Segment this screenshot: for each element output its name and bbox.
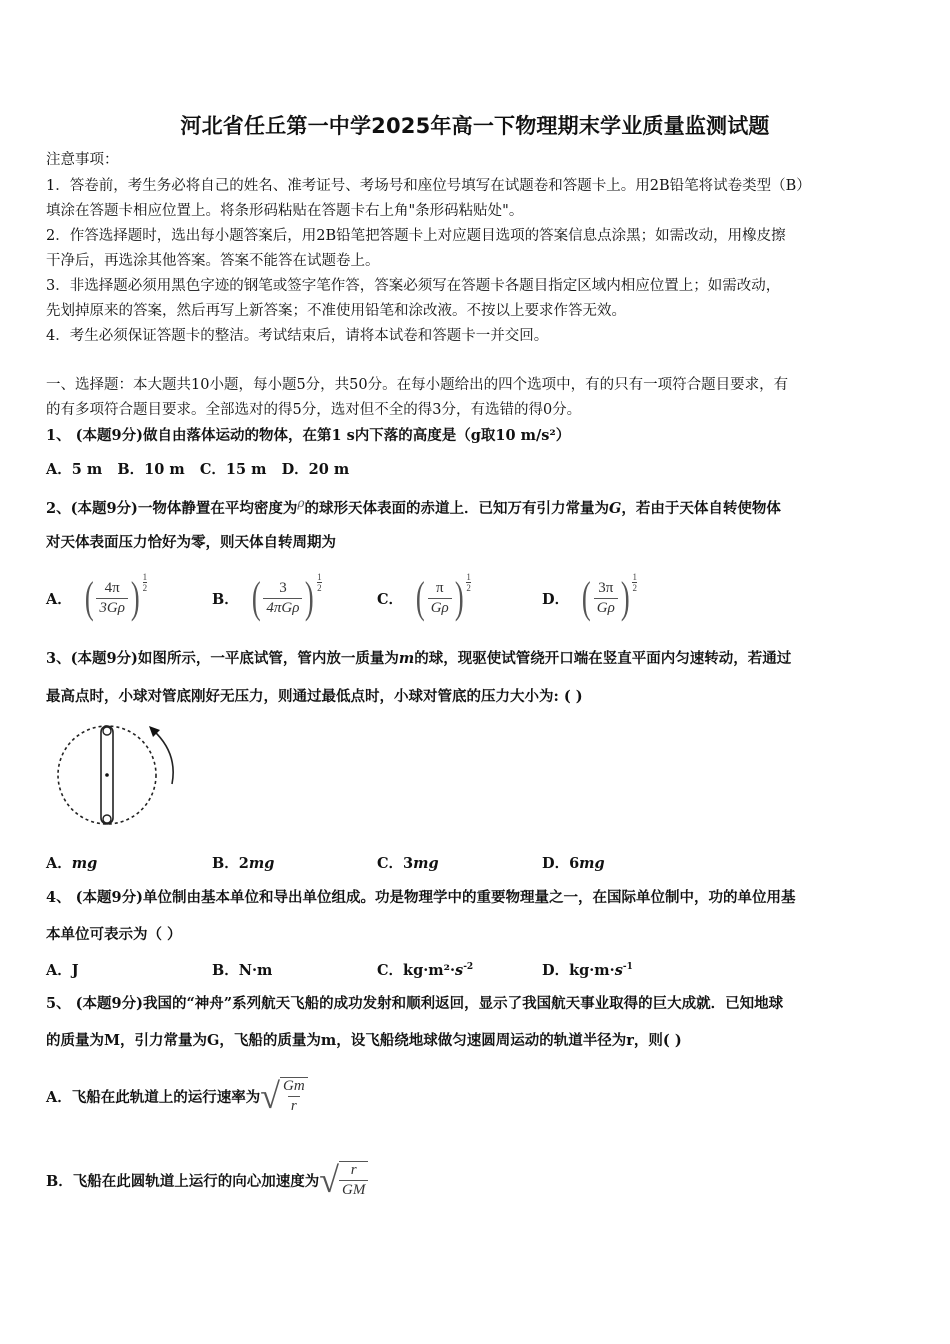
- unit-s: s: [455, 962, 464, 979]
- option-value: mg: [413, 855, 439, 872]
- notice-line-2b: 干净后，再选涂其他答案。答案不能答在试题卷上。: [46, 253, 380, 269]
- exponent-numerator: 1: [466, 572, 471, 582]
- option-label: D．6: [542, 855, 580, 872]
- q2-stem-a: 2、(本题9分)一物体静置在平均密度为: [46, 499, 298, 517]
- q5-b-formula: √ $\frac{r}{GM}$: [319, 1161, 368, 1199]
- q4-option-b: B．N·m: [212, 962, 273, 979]
- q5-stem-2: 的质量为M，引力常量为G，飞船的质量为m，设飞船绕地球做匀速圆周运动的轨道半径为r，则( ): [46, 1032, 682, 1049]
- q2-stem: [46, 491, 781, 521]
- notice-heading: 注意事项：: [46, 152, 119, 168]
- page-title: 河北省任丘第一中学2025年高一下物理期末学业质量监测试题: [180, 114, 770, 138]
- exponent: -2: [463, 962, 474, 973]
- q3-stem-b: 的球，现驱使试管绕开口端在竖直平面内匀速转动，若通过: [414, 650, 792, 667]
- option-text: B．飞船在此圆轨道上运行的向心加速度为: [46, 1172, 320, 1190]
- notice-line-2: 2．作答选择题时，选出每小题答案后，用2B铅笔把答题卡上对应题目选项的答案信息点涂黑；如需改动，用橡皮擦: [46, 228, 786, 244]
- exponent-numerator: 1: [632, 572, 637, 582]
- q1-stem: 1、 (本题9分)做自由落体运动的物体，在第1 s内下落的高度是（g取10 m/s²）: [46, 427, 571, 444]
- q2-stem-b: 的球形天体表面的赤道上．已知万有引力常量为: [304, 499, 609, 517]
- notice-line-3b: 先划掉原来的答案，然后再写上新答案；不准使用铅笔和涂改液。不按以上要求作答无效。: [46, 303, 626, 319]
- notice-line-3: 3．非选择题必须用黑色字迹的钢笔或签字笔作答，答案必须写在答题卡各题目指定区域内相应位置上；如需改动，: [46, 278, 781, 294]
- denominator: r: [288, 1096, 300, 1115]
- mass-symbol: m: [398, 650, 415, 667]
- q3-stem-2: 最高点时，小球对管底刚好无压力，则通过最低点时，小球对管底的压力大小为: ( ): [46, 688, 583, 705]
- option-value: mg: [579, 855, 605, 872]
- q4-option-c: [377, 959, 473, 980]
- option-label: C．: [377, 590, 404, 608]
- q2-option-a: [46, 566, 147, 630]
- notice-line-4: 4．考生必须保证答题卡的整洁。考试结束后，请将本试卷和答题卡一并交回。: [46, 328, 549, 344]
- q5-option-b: [46, 1150, 368, 1210]
- numerator: 3π: [598, 579, 614, 596]
- numerator: π: [435, 579, 444, 596]
- q4-stem: 4、 (本题9分)单位制由基本单位和导出单位组成。功是物理学中的重要物理量之一，在国际单位制中，功的单位用基: [46, 889, 796, 906]
- option-text: C．kg·m²·: [377, 962, 456, 979]
- option-label: A．: [46, 855, 72, 872]
- option-value: mg: [71, 855, 98, 872]
- option-label: B．2: [212, 855, 249, 872]
- q2-option-b: [212, 566, 322, 630]
- q2-option-d: [542, 566, 637, 630]
- section-instructions-1: 一、选择题：本大题共10小题，每小题5分，共50分。在每小题给出的四个选项中，有的只有一项符合题目要求，有: [46, 377, 789, 393]
- q3-option-a: [46, 852, 97, 873]
- q3-option-c: [377, 852, 439, 873]
- gravitational-constant: G: [608, 499, 622, 517]
- option-label: A．: [46, 590, 72, 608]
- exponent-numerator: 1: [317, 572, 322, 582]
- notice-line-1b: 填涂在答题卡相应位置上。将条形码粘贴在答题卡右上角"条形码粘贴处"。: [46, 203, 524, 219]
- q3-option-b: [212, 852, 274, 873]
- q2-b-formula: ( $\frac{3}{\text{4πGρ}}$ ) $\frac{1}{2}$: [251, 572, 322, 622]
- option-label: C．3: [377, 855, 414, 872]
- denominator: Gρ: [428, 598, 452, 617]
- rotating-test-tube-diagram: [50, 718, 190, 830]
- q2-option-c: [377, 566, 471, 630]
- denominator: 4πGρ: [263, 598, 302, 617]
- exponent: -1: [622, 962, 633, 973]
- q4-option-d: [542, 959, 633, 980]
- exponent-denominator: 2: [632, 583, 637, 593]
- q2-c-formula: ( $\frac{\pi}{G\rho}$ ) $\frac{1}{2}$: [415, 572, 471, 622]
- option-text: D．kg·m·: [542, 962, 615, 979]
- denominator: GM: [339, 1180, 368, 1199]
- q2-d-formula: ( $\frac{3\pi}{G\rho}$ ) $\frac{1}{2}$: [582, 572, 637, 622]
- q5-stem: 5、 (本题9分)我国的“神舟”系列航天飞船的成功发射和顺利返回，显示了我国航天事业取得的巨大成就．已知地球: [46, 995, 784, 1012]
- option-label: D．: [542, 590, 570, 608]
- numerator: 3: [279, 579, 287, 596]
- unit-s: s: [614, 962, 623, 979]
- notice-line-1: 1．答卷前，考生务必将自己的姓名、准考证号、考场号和座位号填写在试题卷和答题卡上。用2B铅笔将试卷类型（B）: [46, 178, 811, 194]
- denominator: 3Gρ: [96, 598, 128, 617]
- denominator: Gρ: [594, 598, 618, 617]
- option-label: B．: [212, 590, 239, 608]
- exponent-denominator: 2: [466, 583, 471, 593]
- exponent-denominator: 2: [142, 583, 148, 593]
- tube-top-ball: [103, 727, 111, 735]
- numerator: Gm: [283, 1078, 305, 1094]
- q5-a-formula: √ $\frac{Gm}{r}$: [260, 1077, 307, 1115]
- section-instructions-2: 的有多项符合题目要求。全部选对的得5分，选对但不全的得3分，有选错的得0分。: [46, 402, 582, 418]
- q2-a-formula: ( $\frac{4\pi}{3G\rho}$ ) $\frac{1}{2}$: [84, 572, 148, 622]
- q4-stem-2: 本单位可表示为（ ）: [46, 926, 182, 943]
- q3-stem: [46, 646, 791, 671]
- tube-bottom-ball: [103, 815, 111, 823]
- q5-option-a: [46, 1066, 308, 1126]
- q3-stem-a: 3、(本题9分)如图所示，一平底试管，管内放一质量为: [46, 650, 399, 667]
- q2-stem-c: ，若由于天体自转使物体: [621, 499, 781, 517]
- numerator: 4π: [104, 579, 120, 596]
- exponent-denominator: 2: [317, 583, 322, 593]
- exponent-numerator: 1: [142, 572, 148, 582]
- numerator: r: [350, 1162, 357, 1178]
- rotation-center: [105, 773, 109, 777]
- q2-stem-2: 对天体表面压力恰好为零，则天体自转周期为: [46, 534, 336, 551]
- q4-option-a: A．J: [46, 962, 79, 979]
- q1-options: A．5 m B．10 m C．15 m D．20 m: [46, 461, 350, 478]
- q3-option-d: [542, 852, 605, 873]
- option-value: mg: [248, 855, 275, 872]
- option-text: A．飞船在此轨道上的运行速率为: [46, 1088, 261, 1106]
- rho-symbol: ρ: [297, 496, 305, 510]
